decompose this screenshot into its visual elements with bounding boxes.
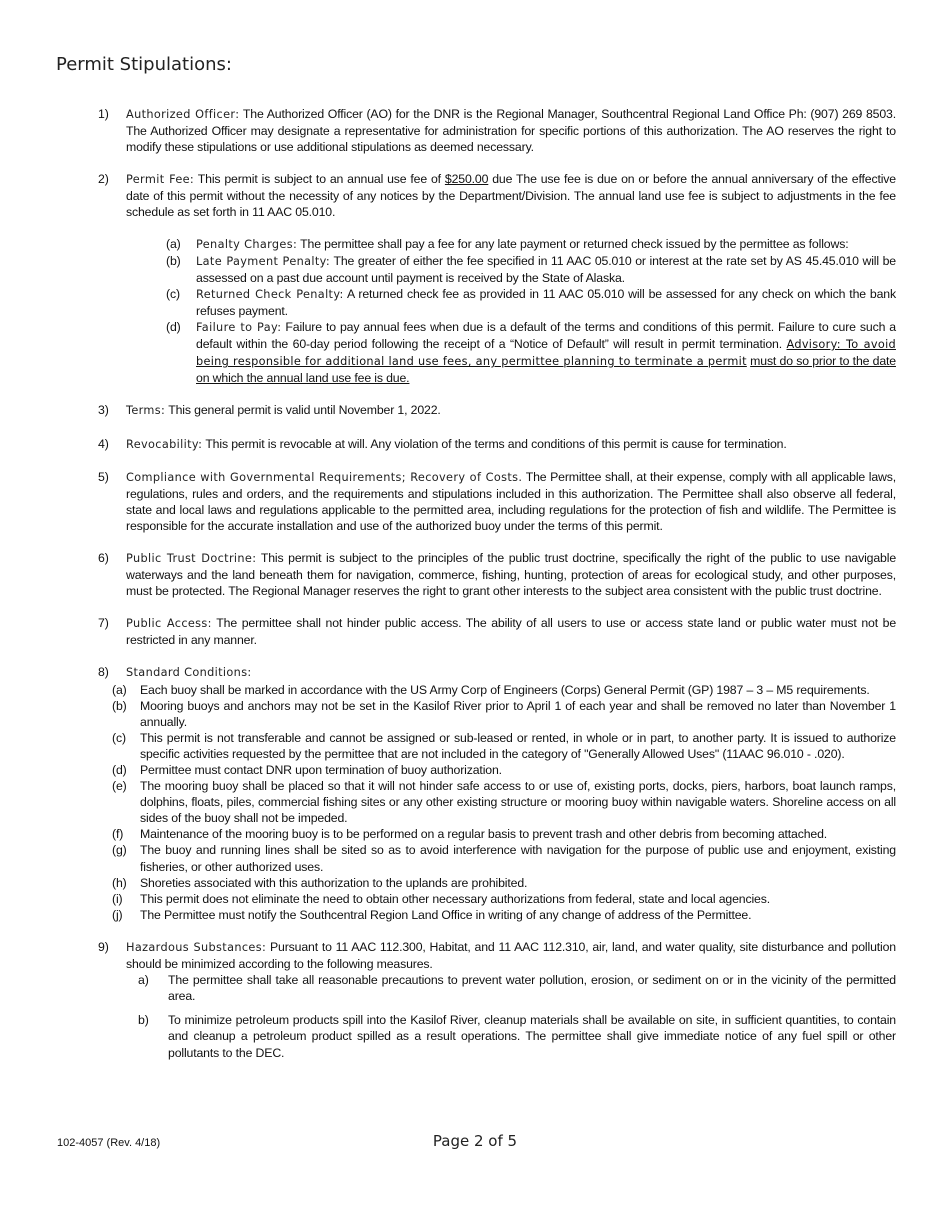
condition-number: (f) [112,827,124,842]
subitem-text: The permittee shall pay a fee for any late payment or returned check issued by the permittee as follows: [300,236,849,251]
condition-text: Shoreties associated with this authorization to the uplands are prohibited. [140,875,528,890]
condition-item [112,682,896,698]
measure-item [138,972,896,1004]
condition-item [112,875,896,891]
condition-item [112,730,896,762]
item-number: 9) [98,939,109,954]
condition-item [112,907,896,923]
stipulation-5 [96,469,896,534]
condition-text: The Permittee must notify the Southcentral Region Land Office in writing of any change of address of the Permittee. [140,907,752,922]
advisory-text: Advisory: To avoid being responsible for additional land use fees, any permittee planning to terminate a permit [196,338,896,369]
item-label: Authorized Officer: [126,108,240,121]
condition-item [112,778,896,826]
item-label: Compliance with Governmental Requirements; Recovery of Costs. [126,470,523,484]
item-number: 6) [98,550,109,565]
page-number: Page 2 of 5 [432,1132,518,1150]
condition-text: Each buoy shall be marked in accordance with the US Army Corp of Engineers (Corps) General Permit (GP) 1987 – 3 – M5 requirements. [140,682,870,697]
condition-number: (j) [112,907,123,922]
fee-sublist [166,236,896,387]
condition-number: (b) [112,698,127,713]
stipulation-4 [96,436,896,453]
subitem-number: (a) [166,236,181,251]
standard-conditions-list [112,682,896,923]
form-number: 102-4057 (Rev. 4/18) [57,1137,161,1149]
condition-item [112,762,896,778]
measure-number: b) [138,1013,149,1028]
item-number: 4) [98,436,109,451]
item-text: due The use fee is due on or before the annual anniversary of the effective date of this permit without the necessity of any notices by the Department/Division. The annual land use fee is subject to adjustments in the fee schedule as set forth in 11 AAC 05.010. [126,172,896,220]
measure-text: To minimize petroleum products spill into the Kasilof River, cleanup materials shall be available on site, in sufficient quantities, to contain and cleanup a petroleum product spilled as a result operations. The permittee shall give immediate notice of any fuel spill or other pollutants to the DEC. [168,1013,896,1060]
condition-number: (d) [112,763,127,777]
stipulation-1 [96,106,896,155]
item-label: Public Access: [126,617,212,631]
measure-number: a) [138,973,149,988]
condition-number: (i) [112,891,123,906]
stipulation-9 [96,939,896,1061]
condition-number: (a) [112,682,127,697]
item-number: 8) [98,665,109,680]
condition-number: (e) [112,779,127,794]
subitem-label: Late Payment Penalty: [196,254,331,268]
condition-item [112,698,896,730]
item-number: 1) [98,107,109,121]
subitem-number: (b) [166,253,181,268]
item-number: 3) [98,403,109,418]
stipulation-8 [96,664,896,923]
fee-amount: $250.00 [444,172,489,187]
measure-text: The permittee shall take all reasonable precautions to prevent water pollution, erosion, or sediment on or in the vicinity of the permitted area. [168,973,896,1004]
item-label: Terms: [126,404,166,418]
item-text: This general permit is valid until November 1, 2022. [168,403,441,418]
hazardous-measures-list [138,972,896,1060]
subitem-number: (d) [166,320,181,335]
item-label: Hazardous Substances: [126,940,267,954]
subitem-text: Failure to pay annual fees when due is a default of the terms and conditions of this permit. Failure to cure such a default within the 60-day period following the receipt of a “Notice of Default” will result in permit termination. [196,320,896,352]
item-text: This permit is subject to the principles of the public trust doctrine, specifically the right of the public to use navigable waterways and the land beneath them for navigation, commerce, fishing, hunting, protection of areas for ecological study, and other purposes, must be protected. The Regional Manager reserves the right to grant other interests to the subject area consistent with the public trust doctrine. [126,550,897,599]
subitem-d [166,319,896,386]
measure-item [138,1012,896,1060]
advisory-text-end: must do so prior to the date on which the annual land use fee is due. [196,354,896,386]
subitem-text: A returned check fee as provided in 11 AAC 05.010 will be assessed for any check on which the bank refuses payment. [196,286,896,318]
item-text: The Permittee shall, at their expense, comply with all applicable laws, regulations, rules and orders, and the requirements and stipulations included in this authorization. The Permittee shall also observe all federal, state and local laws and regulations applicable to the permitted area, including regulations for the protection of fish and wildlife. The Permittee is responsible for the accurate installation and use of the authorized buoy under the terms of this permit. [126,469,897,533]
subitem-a [166,236,896,253]
condition-text: The mooring buoy shall be placed so that it will not hinder safe access to or use of, existing ports, docks, piers, harbors, boat launch ramps, dolphins, floats, piles, commercial fishing sites or any other existing structure or mooring buoy within navigable waters. Shoreline access on all sides of the buoy shall not be impeded. [140,779,896,826]
condition-number: (h) [112,875,127,890]
condition-item [112,842,896,874]
condition-item [112,826,896,842]
stipulation-2 [96,171,896,386]
item-label: Revocability: [126,437,203,451]
item-label: Standard Conditions: [126,666,252,680]
subitem-text: The greater of either the fee specified in 11 AAC 05.010 or interest at the rate set by AS 45.45.010 will be assessed on a past due account until payment is received by the State of Alaska. [196,253,896,285]
subitem-b [166,253,896,286]
subitem-label: Penalty Charges: [196,237,298,251]
page-title: Permit Stipulations: [56,54,232,75]
condition-text: Permittee must contact DNR upon termination of buoy authorization. [140,763,502,777]
condition-number: (g) [112,843,127,858]
condition-text: This permit does not eliminate the need to obtain other necessary authorizations from federal, state and local agencies. [140,891,771,906]
subitem-label: Returned Check Penalty: [196,287,344,301]
subitem-number: (c) [166,286,180,301]
condition-number: (c) [112,730,126,745]
item-number: 7) [98,616,109,631]
item-number: 2) [98,172,109,187]
item-number: 5) [98,469,109,484]
condition-item [112,891,896,907]
item-text: The permittee shall not hinder public access. The ability of all users to use or access state land or public water must not be restricted in any manner. [126,616,897,648]
stipulation-3 [96,402,896,419]
subitem-c [166,286,896,319]
item-text: The Authorized Officer (AO) for the DNR is the Regional Manager, Southcentral Regional Land Office Ph: (907) 269 8503. The Authorized Officer may designate a representative for administration for specific portions of this authorization. The AO reserves the right to modify these stipulations or use additional stipulations as deemed necessary. [126,107,896,155]
condition-text: This permit is not transferable and cannot be assigned or sub-leased or rented, in whole or in part, to another party. It is issued to authorize specific activities requested by the permittee that are not included in the category of "Generally Allowed Uses" (11AAC 96.010 - .020). [140,730,896,761]
item-text: Pursuant to 11 AAC 112.300, Habitat, and 11 AAC 112.310, air, land, and water quality, site disturbance and pollution should be minimized according to the following measures. [126,939,896,972]
item-label: Permit Fee: [126,173,195,187]
item-label: Public Trust Doctrine: [126,551,257,565]
condition-text: Mooring buoys and anchors may not be set in the Kasilof River prior to April 1 of each year and shall be removed no later than November 1 annually. [140,698,896,729]
stipulation-7 [96,615,896,648]
stipulation-6 [96,550,896,599]
subitem-label: Failure to Pay: [196,321,282,335]
stipulations-list [96,106,896,1077]
condition-text: Maintenance of the mooring buoy is to be performed on a regular basis to prevent trash and other debris from becoming attached. [140,827,828,842]
condition-text: The buoy and running lines shall be sited so as to avoid interference with navigation for the purpose of public use and enjoyment, existing fisheries, or other authorized uses. [140,843,896,874]
item-text: This permit is revocable at will. Any violation of the terms and conditions of this permit is cause for termination. [205,436,787,451]
item-text: This permit is subject to an annual use fee of [197,172,441,187]
